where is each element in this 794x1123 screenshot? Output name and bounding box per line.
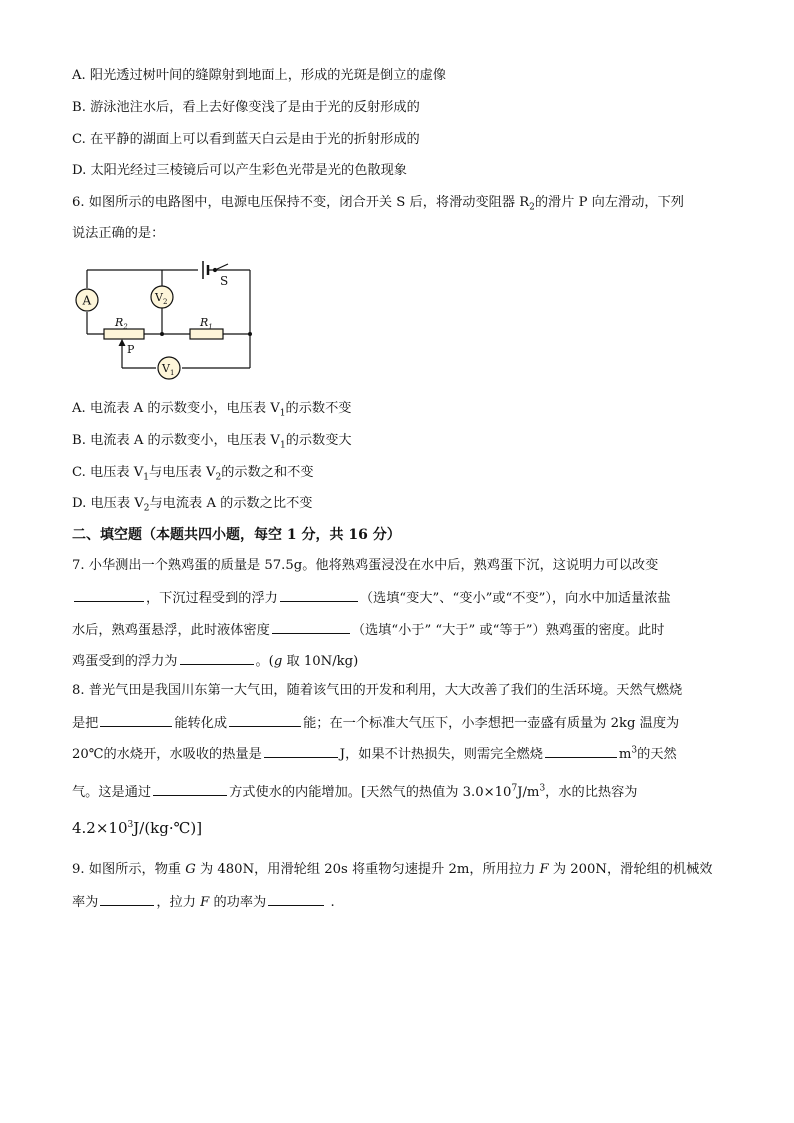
answer-blank[interactable]: [545, 743, 617, 758]
resistor-r1: [190, 316, 223, 339]
svg-text:V1: $V_1$: [162, 362, 175, 377]
q6-option-c: C. 电压表 $V_1$与电压表 $V_2$的示数之和不变: [72, 465, 314, 483]
q8-line-2: 是把 能转化成 能；在一个标准大气压下，小李想把一壶盛有质量为 2kg 温度为: [72, 712, 679, 734]
answer-blank[interactable]: [74, 587, 144, 602]
ammeter-icon: [76, 289, 98, 311]
q7-line-1: 7. 小华测出一个熟鸡蛋的质量是 57.5g。他将熟鸡蛋浸没在水中后，熟鸡蛋下沉，这说明力可以改变: [72, 558, 659, 573]
q7-line-4: 鸡蛋受到的浮力为 。(g 取 10N/kg): [72, 650, 358, 672]
voltmeter-v1-icon: [158, 357, 180, 379]
answer-blank[interactable]: [229, 712, 301, 727]
q6-stem-line-1: 6. 如图所示的电路图中，电源电压保持不变，闭合开关 S 后，将滑动变阻器 $R_2$的滑片 P 向左滑动，下列: [72, 195, 684, 213]
q9-line-2: 率为 ，拉力 F 的功率为 .: [72, 891, 335, 913]
answer-blank[interactable]: [100, 712, 172, 727]
q5-option-c: C. 在平静的湖面上可以看到蓝天白云是由于光的折射形成的: [72, 132, 420, 147]
answer-blank[interactable]: [268, 891, 324, 906]
q9-line-1: 9. 如图所示，物重 G 为 480N，用滑轮组 20s 将重物匀速提升 2m，所用拉力 F 为 200N，滑轮组的机械效: [72, 862, 713, 877]
svg-text:A: A: [82, 293, 92, 308]
q8-line-3: 20℃的水烧开，水吸收的热量是 J，如果不计热损失，则需完全燃烧 $m^3$的天然: [72, 743, 677, 765]
q7-line-3: 水后，熟鸡蛋悬浮，此时液体密度 （选填“小于” “大于” 或“等于”）熟鸡蛋的密度。此时: [72, 619, 664, 641]
q8-line-4: 气。这是通过 方式使水的内能增加。[天然气的热值为 $3.0\times 10^7J/m^3$，水的比热容为: [72, 781, 637, 803]
q6-option-a: A. 电流表 A 的示数变小，电压表 $V_1$的示数不变: [72, 401, 352, 419]
svg-text:R1: $R_1$: [200, 316, 213, 331]
q8-line-1: 8. 普光气田是我国川东第一大气田，随着该气田的开发和利用，大大改善了我们的生活环境。天然气燃烧: [72, 683, 683, 698]
answer-blank[interactable]: [272, 619, 350, 634]
q6-option-b: B. 电流表 A 的示数变小，电压表 $V_1$的示数变大: [72, 433, 352, 451]
q5-option-d: D. 太阳光经过三棱镜后可以产生彩色光带是光的色散现象: [72, 163, 407, 178]
svg-text:R2: $R_2$: [115, 316, 128, 331]
q7-line-2: ，下沉过程受到的浮力 （选填“变大”、“变小”或“不变”），向水中加适量浓盐: [72, 587, 671, 609]
q5-option-a: A. 阳光透过树叶间的缝隙射到地面上，形成的光斑是倒立的虚像: [72, 68, 446, 83]
section-heading: 二、填空题（本题共四小题，每空 1 分，共 16 分）: [72, 527, 401, 543]
q5-option-b: B. 游泳池注水后，看上去好像变浅了是由于光的反射形成的: [72, 100, 420, 115]
switch-label: S: [220, 274, 229, 288]
circuit-diagram: [70, 256, 260, 386]
answer-blank[interactable]: [264, 743, 338, 758]
q8-line-5: $4.2\times 10^3J/(kg\cdot℃)$]: [72, 819, 203, 837]
q6-option-d: D. 电压表 $V_2$与电流表 A 的示数之比不变: [72, 496, 313, 514]
voltmeter-v2-icon: [151, 286, 173, 308]
battery-icon: [203, 261, 208, 279]
answer-blank[interactable]: [280, 587, 358, 602]
svg-text:P: P: [127, 343, 135, 356]
answer-blank[interactable]: [153, 781, 227, 796]
answer-blank[interactable]: [180, 650, 254, 665]
svg-text:V2: $V_2$: [155, 291, 168, 306]
slider-arrow-icon: [119, 339, 136, 356]
q6-stem-line-2: 说法正确的是：: [72, 226, 165, 241]
resistor-r2: [104, 316, 144, 339]
answer-blank[interactable]: [100, 891, 154, 906]
